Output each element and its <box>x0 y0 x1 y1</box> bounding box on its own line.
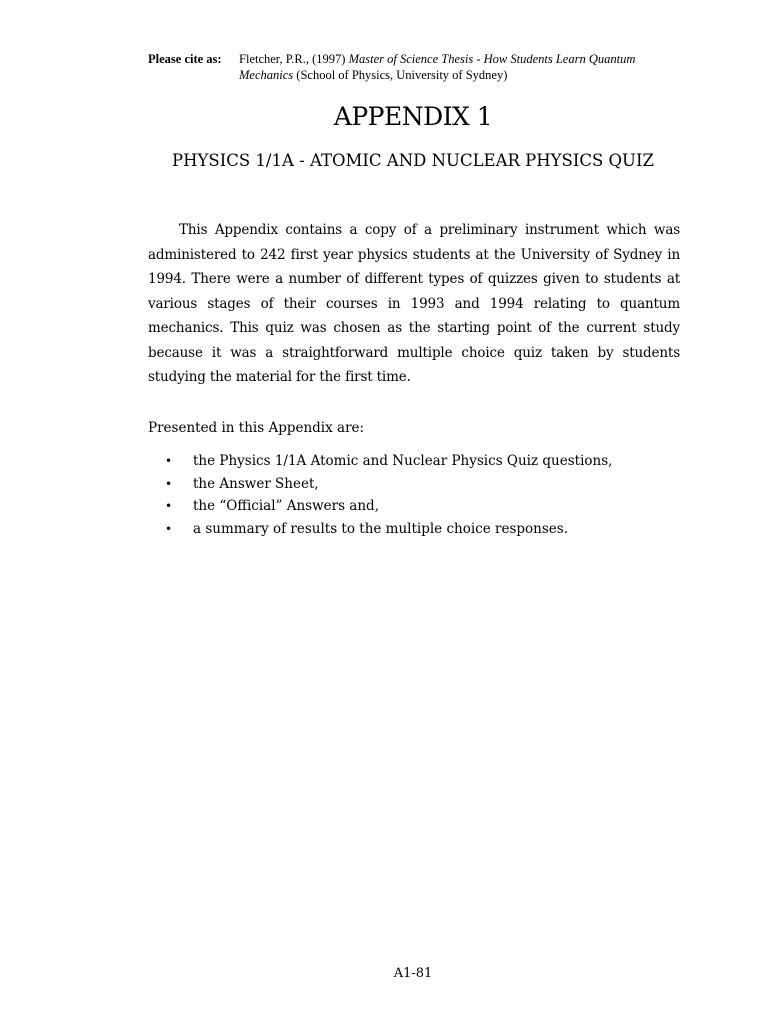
list-intro: Presented in this Appendix are: <box>148 420 365 436</box>
body-paragraph: This Appendix contains a copy of a preliminary instrument which was administered to 242 first year physics students at the University of Sydney in 1994. There were a number of different types of quizzes given to students at various stages of their courses in 1993 and 1994 relating to quantum mechanics. This quiz was chosen as the starting point of the current study because it was a straightforward multiple choice quiz taken by students studying the material for the first time. <box>148 222 680 385</box>
list-item-text: the Answer Sheet, <box>193 475 319 492</box>
citation-institution: (School of Physics, University of Sydney) <box>293 68 508 82</box>
bullet-icon: • <box>165 454 173 468</box>
list-item-text: the Physics 1/1A Atomic and Nuclear Physics Quiz questions, <box>193 453 613 469</box>
list-item-text: the “Official” Answers and, <box>193 498 379 514</box>
citation-label: Please cite as: <box>148 52 222 66</box>
list-item <box>148 518 688 541</box>
list-item <box>148 495 688 518</box>
appendix-title: APPENDIX 1 <box>333 102 493 131</box>
list-item <box>148 450 688 473</box>
page-number: A1-81 <box>393 966 433 981</box>
bullet-icon: • <box>165 476 173 491</box>
citation-authors: Fletcher, P.R., (1997) <box>239 52 349 66</box>
contents-list <box>148 450 688 540</box>
list-item <box>148 473 688 496</box>
citation-text <box>239 51 689 83</box>
bullet-icon: • <box>165 521 173 536</box>
list-item-text: a summary of results to the multiple choice responses. <box>193 520 568 537</box>
citation-thesis-title: Master of Science Thesis - How Students Learn Quantum Mechanics <box>239 52 636 82</box>
appendix-subtitle: PHYSICS 1/1A - ATOMIC AND NUCLEAR PHYSICS QUIZ <box>172 151 654 170</box>
bullet-icon: • <box>165 499 173 513</box>
